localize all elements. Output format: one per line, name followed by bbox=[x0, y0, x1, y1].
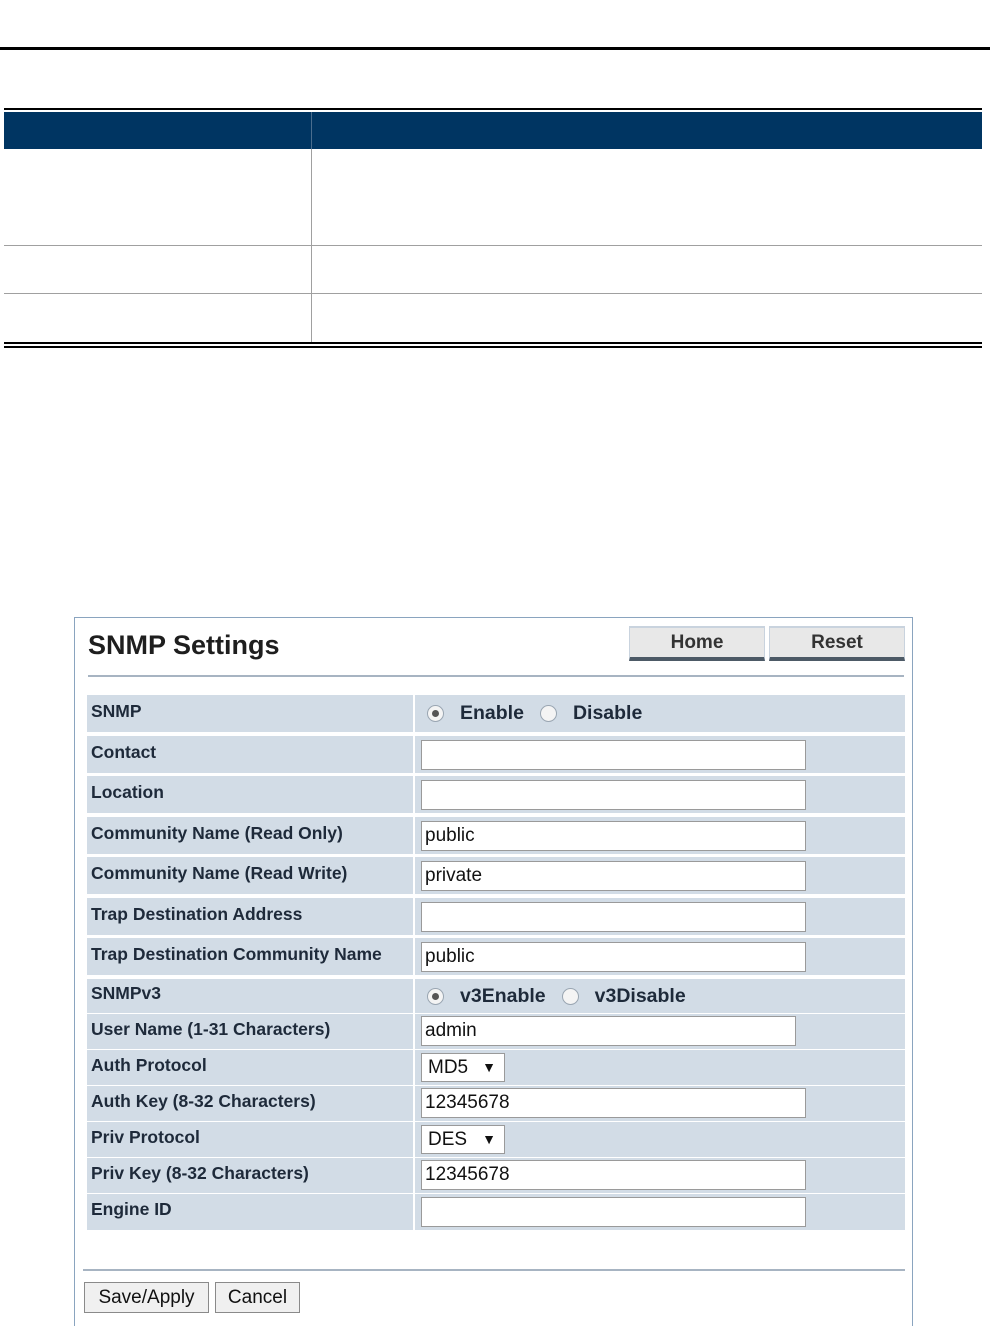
snmp-form bbox=[87, 695, 905, 1231]
location-row bbox=[87, 776, 905, 813]
trap-community-label: Trap Destination Community Name bbox=[87, 938, 413, 975]
doc-table-row bbox=[4, 149, 982, 246]
snmpv3-label: SNMPv3 bbox=[87, 979, 413, 1013]
priv-protocol-label: Priv Protocol bbox=[87, 1122, 413, 1157]
reset-button[interactable]: Reset bbox=[769, 626, 905, 661]
community-ro-row bbox=[87, 817, 905, 854]
trap-address-row bbox=[87, 898, 905, 935]
user-name-label: User Name (1-31 Characters) bbox=[87, 1014, 413, 1049]
save-apply-button[interactable]: Save/Apply bbox=[84, 1282, 209, 1313]
auth-protocol-label: Auth Protocol bbox=[87, 1050, 413, 1085]
auth-key-row bbox=[87, 1086, 905, 1121]
engine-id-label: Engine ID bbox=[87, 1194, 413, 1230]
auth-protocol-value: MD5 bbox=[428, 1056, 469, 1078]
priv-key-input[interactable] bbox=[421, 1160, 806, 1190]
doc-table-row bbox=[4, 294, 982, 342]
snmp-enable-label[interactable]: Enable bbox=[460, 702, 524, 724]
home-button[interactable]: Home bbox=[629, 626, 765, 661]
community-ro-label: Community Name (Read Only) bbox=[87, 817, 413, 854]
title-divider bbox=[88, 675, 904, 677]
community-rw-row bbox=[87, 857, 905, 894]
engine-id-row bbox=[87, 1194, 905, 1230]
location-label: Location bbox=[87, 776, 413, 813]
snmp-disable-radio[interactable] bbox=[540, 705, 557, 722]
trap-community-row bbox=[87, 938, 905, 975]
auth-protocol-select[interactable] bbox=[421, 1053, 505, 1082]
cancel-button[interactable]: Cancel bbox=[215, 1282, 300, 1313]
snmp-disable-label[interactable]: Disable bbox=[572, 702, 643, 724]
doc-table-header bbox=[4, 112, 982, 149]
user-name-input[interactable] bbox=[421, 1016, 796, 1046]
engine-id-input[interactable] bbox=[421, 1197, 806, 1227]
snmp-row bbox=[87, 695, 905, 732]
priv-protocol-value: DES bbox=[428, 1128, 468, 1150]
v3-enable-radio[interactable] bbox=[427, 988, 444, 1005]
v3-enable-label[interactable]: v3Enable bbox=[460, 984, 546, 1007]
doc-table-header-col-1 bbox=[4, 112, 312, 149]
priv-protocol-select[interactable] bbox=[421, 1125, 505, 1154]
chevron-down-icon: ▼ bbox=[482, 1130, 496, 1147]
trap-address-label: Trap Destination Address bbox=[87, 898, 413, 935]
community-ro-input[interactable] bbox=[421, 821, 806, 851]
priv-protocol-row bbox=[87, 1122, 905, 1157]
contact-input[interactable] bbox=[421, 740, 806, 770]
auth-key-label: Auth Key (8-32 Characters) bbox=[87, 1086, 413, 1121]
location-input[interactable] bbox=[421, 780, 806, 810]
v3-disable-radio[interactable] bbox=[562, 988, 579, 1005]
priv-key-row bbox=[87, 1158, 905, 1193]
doc-table-header-col-2 bbox=[312, 112, 982, 149]
chevron-down-icon: ▼ bbox=[482, 1058, 496, 1075]
trap-address-input[interactable] bbox=[421, 902, 806, 932]
user-name-row bbox=[87, 1014, 905, 1049]
v3-disable-label[interactable]: v3Disable bbox=[594, 984, 686, 1007]
page-header-rule bbox=[0, 47, 990, 50]
auth-key-input[interactable] bbox=[421, 1088, 806, 1118]
snmp-settings-panel bbox=[74, 617, 913, 1326]
community-rw-label: Community Name (Read Write) bbox=[87, 857, 413, 894]
snmp-label: SNMP bbox=[87, 695, 413, 732]
doc-table-row bbox=[4, 246, 982, 294]
community-rw-input[interactable] bbox=[421, 861, 806, 891]
contact-label: Contact bbox=[87, 736, 413, 773]
footer-divider bbox=[83, 1269, 905, 1271]
auth-protocol-row bbox=[87, 1050, 905, 1085]
page-title: SNMP Settings bbox=[88, 630, 280, 660]
snmpv3-row bbox=[87, 979, 905, 1013]
doc-table bbox=[4, 108, 982, 348]
trap-community-input[interactable] bbox=[421, 942, 806, 972]
contact-row bbox=[87, 736, 905, 773]
priv-key-label: Priv Key (8-32 Characters) bbox=[87, 1158, 413, 1193]
snmp-enable-radio[interactable] bbox=[427, 705, 444, 722]
